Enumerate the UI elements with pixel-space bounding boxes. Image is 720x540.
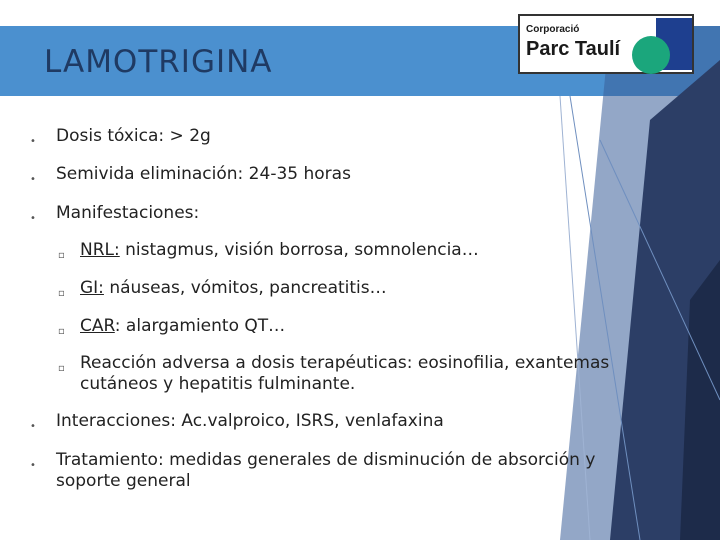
bullet-text: Semivida eliminación: 24-35 horas xyxy=(56,164,351,184)
bullet-dot-icon: • xyxy=(30,174,36,185)
logo-line2: Parc Taulí xyxy=(526,38,621,60)
bullet-text: Manifestaciones: xyxy=(56,203,200,223)
sub-bullet-label: GI: xyxy=(80,278,104,298)
bullet-dot-icon: • xyxy=(30,213,36,224)
bullet-text: Dosis tóxica: > 2g xyxy=(56,126,211,146)
sub-bullet-text: nistagmus, visión borrosa, somnolencia… xyxy=(119,240,479,260)
sub-bullet-square-icon: ▫ xyxy=(58,288,65,299)
bullet-item xyxy=(30,126,211,147)
sub-bullet-text: náuseas, vómitos, pancreatitis… xyxy=(103,278,387,298)
bullet-dot-icon: • xyxy=(30,460,36,471)
sub-bullet-text: Reacción adversa a dosis terapéuticas: eosinofilia, exantemas xyxy=(80,353,610,373)
sub-bullet-label: NRL: xyxy=(80,240,120,260)
bullet-text: Interacciones: Ac.valproico, ISRS, venlafaxina xyxy=(56,411,444,431)
logo xyxy=(518,14,694,74)
sub-bullet-square-icon: ▫ xyxy=(58,363,65,374)
sub-bullet-label: CAR xyxy=(80,316,115,336)
sub-bullet-continuation: cutáneos y hepatitis fulminante. xyxy=(80,374,356,394)
bullet-item xyxy=(30,411,444,432)
bullet-dot-icon: • xyxy=(30,421,36,432)
bullet-continuation: soporte general xyxy=(56,471,191,491)
sub-bullet-item xyxy=(58,316,285,337)
bullet-text: Tratamiento: medidas generales de disminución de absorción y xyxy=(56,450,596,470)
sub-bullet-text: : alargamiento QT… xyxy=(114,316,286,336)
sub-bullet-square-icon: ▫ xyxy=(58,250,65,261)
logo-line1: Corporació xyxy=(526,24,580,35)
bullet-dot-icon: • xyxy=(30,136,36,147)
slide-title: LAMOTRIGINA xyxy=(44,44,273,80)
sub-bullet-item xyxy=(58,278,387,299)
logo-circle-icon xyxy=(632,36,670,74)
sub-bullet-item xyxy=(58,240,479,261)
sub-bullet-item xyxy=(58,353,609,374)
bullet-item xyxy=(30,203,199,224)
sub-bullet-square-icon: ▫ xyxy=(58,326,65,337)
bullet-item xyxy=(30,164,351,185)
bullet-item xyxy=(30,450,595,471)
